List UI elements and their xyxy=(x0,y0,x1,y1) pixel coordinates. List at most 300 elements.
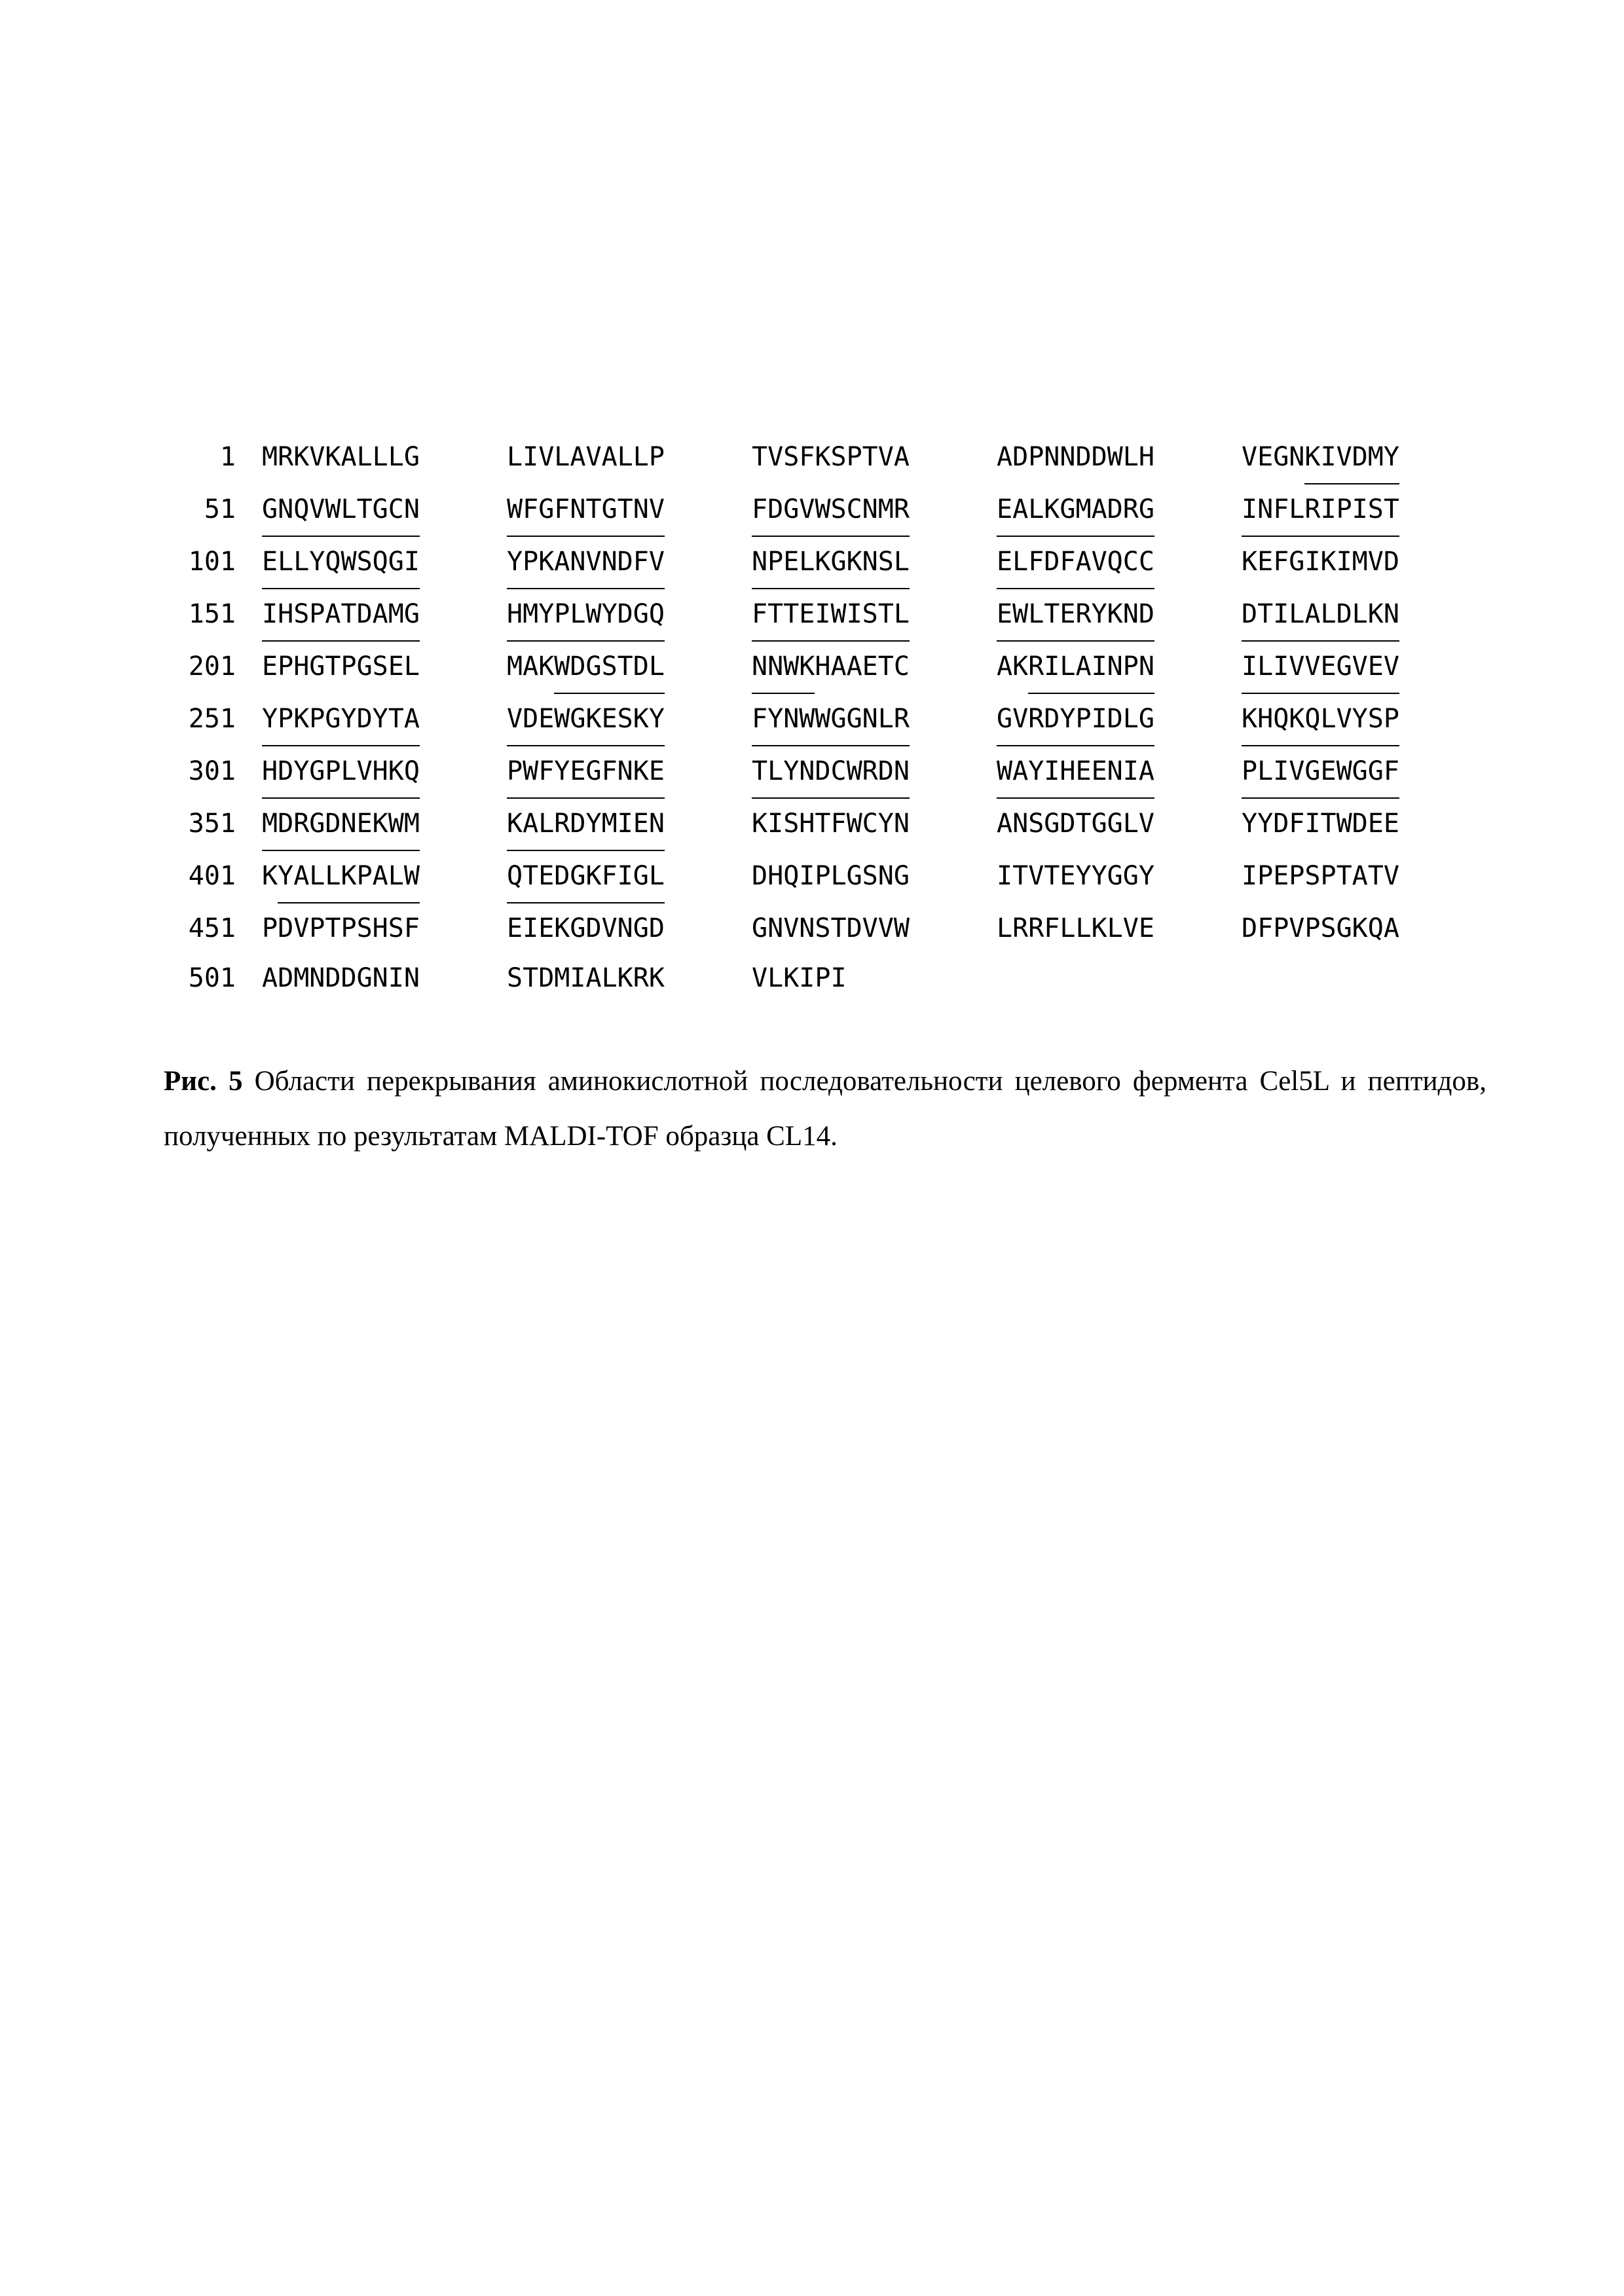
sequence-group xyxy=(997,642,1242,694)
residue: K xyxy=(1368,589,1384,642)
residue: S xyxy=(602,642,618,694)
residue: G xyxy=(309,799,325,851)
sequence-group xyxy=(507,432,752,484)
residue: G xyxy=(1107,809,1123,839)
residue: V xyxy=(309,442,325,472)
residue: M xyxy=(262,799,278,851)
sequence-group xyxy=(507,851,752,903)
residue: G xyxy=(570,851,585,903)
residue: G xyxy=(403,442,420,472)
sequence-row xyxy=(164,589,1493,642)
residue: Y xyxy=(877,809,894,839)
sequence-groups xyxy=(262,746,1486,799)
residue: D xyxy=(618,537,633,589)
residue: L xyxy=(1075,913,1092,943)
residue: A xyxy=(293,851,309,903)
residue: F xyxy=(752,694,767,746)
residue: I xyxy=(1242,484,1257,537)
residue: L xyxy=(1122,809,1139,839)
residue: G xyxy=(1289,547,1305,577)
sequence-groups xyxy=(262,589,1486,642)
residue: R xyxy=(1028,642,1044,694)
sequence-group xyxy=(997,484,1242,537)
residue: P xyxy=(309,589,325,642)
sequence-group xyxy=(752,851,997,903)
residue: W xyxy=(1336,809,1352,839)
residue: G xyxy=(633,851,649,903)
residue: Q xyxy=(1304,694,1320,746)
sequence-group xyxy=(507,799,752,851)
residue: F xyxy=(523,484,538,537)
residue: N xyxy=(1139,642,1154,694)
residue: R xyxy=(278,442,294,472)
residue: Y xyxy=(309,537,325,589)
residue: A xyxy=(1012,746,1028,799)
residue: G xyxy=(1060,484,1075,537)
residue: I xyxy=(1304,809,1321,839)
residue: D xyxy=(618,589,633,642)
residue: K xyxy=(262,861,278,891)
residue: D xyxy=(1060,809,1076,839)
sequence-groups xyxy=(262,484,1486,537)
residue: W xyxy=(554,642,570,694)
residue: G xyxy=(570,694,585,746)
sequence-group xyxy=(1242,642,1486,694)
residue: I xyxy=(388,963,404,993)
residue: S xyxy=(507,963,523,993)
sequence-group xyxy=(997,694,1242,746)
sequence-group xyxy=(1242,903,1486,953)
residue: G xyxy=(847,694,862,746)
residue: F xyxy=(1044,913,1060,943)
residue: D xyxy=(1075,442,1092,472)
residue: T xyxy=(618,484,633,537)
residue: H xyxy=(507,589,523,642)
residue: C xyxy=(862,809,878,839)
residue: S xyxy=(862,589,878,642)
residue: Y xyxy=(278,851,293,903)
residue: P xyxy=(341,651,357,682)
sequence-row xyxy=(164,694,1493,746)
residue: E xyxy=(1383,809,1399,839)
residue: W xyxy=(585,589,601,642)
residue: V xyxy=(862,913,878,943)
residue: S xyxy=(783,442,800,472)
residue: P xyxy=(815,861,831,891)
residue: K xyxy=(507,799,523,851)
residue: M xyxy=(507,651,523,682)
residue: Q xyxy=(1367,913,1384,943)
residue: D xyxy=(752,861,768,891)
residue: N xyxy=(570,484,585,537)
sequence-group xyxy=(262,642,507,694)
residue: Q xyxy=(1107,537,1123,589)
residue: N xyxy=(767,642,783,694)
residue: Y xyxy=(767,694,783,746)
residue: Q xyxy=(404,746,420,799)
residue: K xyxy=(341,851,356,903)
residue: E xyxy=(997,589,1012,642)
residue: R xyxy=(862,746,878,799)
residue: T xyxy=(767,589,783,642)
residue: N xyxy=(799,913,815,943)
residue: L xyxy=(997,913,1013,943)
residue: I xyxy=(1092,642,1107,694)
sequence-row-index: 1 xyxy=(219,442,236,472)
sequence-group xyxy=(262,537,507,589)
residue: G xyxy=(356,963,373,993)
residue: I xyxy=(1273,589,1289,642)
residue: S xyxy=(830,484,846,537)
residue: K xyxy=(799,642,815,694)
residue: W xyxy=(783,642,799,694)
residue: N xyxy=(1384,589,1399,642)
residue: V xyxy=(309,484,325,537)
residue: T xyxy=(1075,809,1092,839)
sequence-group xyxy=(262,589,507,642)
residue: S xyxy=(815,913,831,943)
sequence-group xyxy=(752,589,997,642)
sequence-row xyxy=(164,953,1493,1003)
residue: K xyxy=(847,537,862,589)
residue: G xyxy=(309,746,325,799)
residue: D xyxy=(1242,913,1258,943)
residue: S xyxy=(372,651,388,682)
residue: I xyxy=(830,963,847,993)
residue: R xyxy=(554,799,570,851)
residue: L xyxy=(830,861,847,891)
residue: M xyxy=(262,442,278,472)
residue: V xyxy=(1337,694,1352,746)
residue: L xyxy=(278,537,293,589)
sequence-group xyxy=(752,642,997,694)
sequence-groups xyxy=(262,694,1486,746)
residue: D xyxy=(1337,589,1352,642)
residue: D xyxy=(554,851,570,903)
residue: W xyxy=(893,913,910,943)
residue: G xyxy=(1139,484,1154,537)
residue: A xyxy=(1383,913,1399,943)
residue: G xyxy=(1368,746,1384,799)
residue: S xyxy=(357,537,373,589)
residue: L xyxy=(341,746,356,799)
residue: K xyxy=(1091,913,1107,943)
sequence-groups xyxy=(262,537,1486,589)
sequence-group xyxy=(1242,694,1486,746)
residue: N xyxy=(1107,642,1123,694)
residue: E xyxy=(538,913,555,943)
residue: L xyxy=(293,537,309,589)
residue: L xyxy=(309,851,325,903)
residue: P xyxy=(1384,694,1399,746)
residue: A xyxy=(601,442,618,472)
sequence-group xyxy=(752,537,997,589)
residue: I xyxy=(618,851,633,903)
sequence-group xyxy=(507,746,752,799)
residue: L xyxy=(1257,642,1273,694)
residue: G xyxy=(585,642,601,694)
residue: G xyxy=(752,913,768,943)
residue: Y xyxy=(1092,589,1107,642)
residue: E xyxy=(799,589,815,642)
residue: V xyxy=(1383,861,1399,891)
residue: I xyxy=(618,799,633,851)
residue: L xyxy=(1122,442,1139,472)
residue: N xyxy=(309,963,325,993)
residue: P xyxy=(309,913,325,943)
residue: W xyxy=(830,589,846,642)
residue: H xyxy=(278,589,293,642)
residue: H xyxy=(373,746,388,799)
residue: K xyxy=(1044,484,1060,537)
residue: Q xyxy=(325,537,341,589)
residue: E xyxy=(649,746,665,799)
sequence-row xyxy=(164,432,1493,484)
residue: N xyxy=(617,913,633,943)
residue: E xyxy=(1368,642,1384,694)
residue: G xyxy=(309,651,325,682)
residue: S xyxy=(1368,484,1384,537)
residue: Y xyxy=(585,799,601,851)
residue: N xyxy=(404,484,420,537)
residue: D xyxy=(278,963,294,993)
residue: V xyxy=(601,913,618,943)
residue: D xyxy=(278,799,293,851)
residue: N xyxy=(799,746,815,799)
residue: A xyxy=(846,651,862,682)
residue: W xyxy=(846,809,862,839)
residue: V xyxy=(877,442,894,472)
residue: A xyxy=(1075,537,1091,589)
sequence-group xyxy=(1242,537,1486,589)
residue: A xyxy=(830,651,847,682)
residue: V xyxy=(1384,642,1399,694)
residue: K xyxy=(752,809,768,839)
residue: T xyxy=(357,484,373,537)
residue: H xyxy=(262,746,278,799)
residue: I xyxy=(1320,484,1336,537)
residue: F xyxy=(1384,746,1399,799)
residue: K xyxy=(1242,694,1257,746)
residue: L xyxy=(554,442,570,472)
residue: D xyxy=(325,799,341,851)
residue: D xyxy=(815,746,830,799)
residue: N xyxy=(862,484,878,537)
residue: N xyxy=(783,694,799,746)
residue: P xyxy=(278,694,293,746)
residue: F xyxy=(554,484,570,537)
sequence-group xyxy=(752,484,997,537)
residue: D xyxy=(325,963,341,993)
residue: N xyxy=(877,861,894,891)
sequence-group xyxy=(507,484,752,537)
residue: S xyxy=(783,809,800,839)
residue: A xyxy=(523,799,538,851)
residue: G xyxy=(830,694,846,746)
residue: D xyxy=(341,963,357,993)
residue: L xyxy=(1289,589,1304,642)
residue: G xyxy=(404,589,420,642)
residue: W xyxy=(815,484,830,537)
residue: F xyxy=(403,913,420,943)
residue: H xyxy=(372,913,388,943)
residue: K xyxy=(1304,432,1320,484)
residue: R xyxy=(1028,694,1044,746)
residue: A xyxy=(404,694,420,746)
residue: E xyxy=(1320,642,1336,694)
sequence-group xyxy=(262,903,507,953)
residue: D xyxy=(1107,484,1123,537)
sequence-group xyxy=(752,953,997,1003)
residue: T xyxy=(585,484,601,537)
residue: K xyxy=(783,963,800,993)
sequence-group xyxy=(1242,851,1486,903)
residue: D xyxy=(1352,809,1368,839)
protein-sequence-listing xyxy=(164,432,1493,1003)
sequence-groups xyxy=(262,903,1486,953)
sequence-group xyxy=(262,432,507,484)
residue: A xyxy=(1139,746,1154,799)
residue: Y xyxy=(293,746,309,799)
residue: V xyxy=(1122,913,1139,943)
residue: E xyxy=(1060,589,1075,642)
sequence-group xyxy=(752,694,997,746)
residue: A xyxy=(373,589,388,642)
residue: E xyxy=(507,913,523,943)
residue: F xyxy=(830,809,847,839)
residue: D xyxy=(1352,432,1368,484)
residue: N xyxy=(649,799,665,851)
residue: H xyxy=(293,651,310,682)
residue: D xyxy=(570,642,585,694)
residue: G xyxy=(633,589,649,642)
residue: V xyxy=(585,442,602,472)
residue: I xyxy=(262,589,278,642)
residue: S xyxy=(1304,861,1321,891)
residue: V xyxy=(1289,642,1304,694)
residue: T xyxy=(1044,861,1060,891)
residue: K xyxy=(538,537,554,589)
residue: D xyxy=(1044,537,1060,589)
residue: N xyxy=(278,484,293,537)
residue: E xyxy=(570,746,585,799)
residue: K xyxy=(293,694,309,746)
residue: S xyxy=(830,442,847,472)
residue: Y xyxy=(1352,694,1368,746)
residue: A xyxy=(523,651,539,682)
residue: F xyxy=(752,484,767,537)
residue: Q xyxy=(649,589,665,642)
residue: K xyxy=(1107,589,1123,642)
residue: K xyxy=(1012,651,1029,682)
residue: H xyxy=(767,861,784,891)
residue: P xyxy=(815,963,831,993)
residue: A xyxy=(997,442,1013,472)
residue: N xyxy=(633,484,649,537)
residue: D xyxy=(357,694,373,746)
sequence-group xyxy=(752,903,997,953)
residue: L xyxy=(341,484,356,537)
residue: G xyxy=(1139,694,1154,746)
residue: I xyxy=(1044,746,1060,799)
sequence-groups xyxy=(262,851,1486,903)
residue: W xyxy=(815,694,830,746)
residue: Y xyxy=(783,746,799,799)
sequence-group xyxy=(997,589,1242,642)
sequence-row xyxy=(164,799,1493,851)
residue: M xyxy=(388,589,404,642)
sequence-row-index: 251 xyxy=(188,704,236,734)
residue: T xyxy=(325,913,341,943)
residue: D xyxy=(538,963,555,993)
residue: Y xyxy=(1091,861,1107,891)
residue: R xyxy=(293,799,309,851)
residue: N xyxy=(752,642,767,694)
residue: P xyxy=(1257,861,1274,891)
residue: L xyxy=(894,537,910,589)
residue: W xyxy=(554,694,570,746)
residue: Q xyxy=(507,851,523,903)
sequence-row xyxy=(164,484,1493,537)
residue: V xyxy=(752,963,768,993)
residue: R xyxy=(1012,913,1029,943)
residue: F xyxy=(1289,809,1305,839)
residue: I xyxy=(847,589,862,642)
residue: T xyxy=(877,651,894,682)
residue: S xyxy=(1320,913,1337,943)
residue: G xyxy=(585,746,601,799)
sequence-row-index: 351 xyxy=(188,809,236,839)
sequence-group xyxy=(262,799,507,851)
residue: P xyxy=(648,442,665,472)
residue: Y xyxy=(1242,809,1258,839)
sequence-group xyxy=(752,746,997,799)
residue: V xyxy=(538,442,555,472)
residue: W xyxy=(507,484,523,537)
residue: K xyxy=(648,963,665,993)
residue: E xyxy=(1060,861,1076,891)
residue: Y xyxy=(538,589,554,642)
residue: T xyxy=(388,694,404,746)
residue: A xyxy=(1352,861,1368,891)
residue: V xyxy=(357,746,373,799)
residue: G xyxy=(1337,642,1352,694)
residue: P xyxy=(309,694,325,746)
residue: G xyxy=(388,537,404,589)
residue: E xyxy=(262,651,278,682)
residue: I xyxy=(1123,746,1139,799)
residue: P xyxy=(846,442,862,472)
residue: K xyxy=(325,442,341,472)
residue: A xyxy=(570,442,586,472)
residue: D xyxy=(278,746,293,799)
residue: F xyxy=(538,746,554,799)
residue: V xyxy=(877,913,894,943)
residue: M xyxy=(404,799,420,851)
residue: W xyxy=(799,694,815,746)
sequence-group xyxy=(997,903,1242,953)
residue: L xyxy=(372,442,388,472)
residue: E xyxy=(783,537,799,589)
residue: S xyxy=(1028,809,1044,839)
residue: L xyxy=(767,963,784,993)
residue: N xyxy=(602,537,618,589)
figure-label: Рис. 5 xyxy=(164,1066,243,1097)
residue: D xyxy=(1107,694,1123,746)
residue: V xyxy=(1242,442,1258,472)
residue: H xyxy=(799,809,815,839)
sequence-group xyxy=(997,537,1242,589)
